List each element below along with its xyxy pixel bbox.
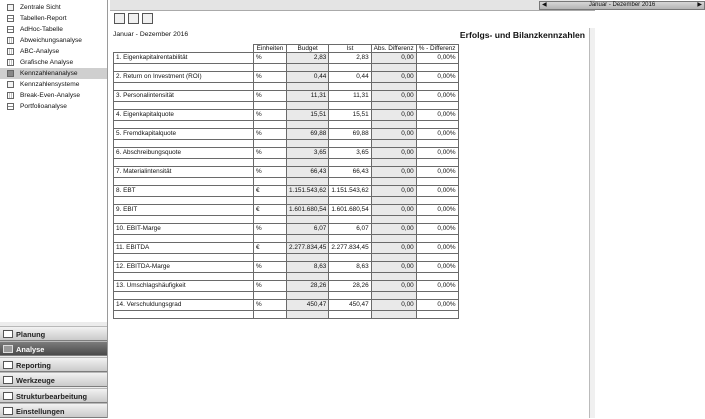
cell-unit[interactable]: € [254, 186, 287, 197]
spacer-cell [329, 254, 371, 262]
cell-ist[interactable]: 28,26 [329, 281, 371, 292]
table-spacer-row [114, 102, 459, 110]
cell-budget[interactable]: 2,83 [287, 53, 329, 64]
cell-unit[interactable]: % [254, 53, 287, 64]
cell-unit[interactable]: % [254, 262, 287, 273]
tree-item-abc-analyse[interactable]: ABC-Analyse [0, 46, 107, 57]
cell-budget[interactable]: 6,07 [287, 224, 329, 235]
spacer-cell [329, 64, 371, 72]
report-toolbar [110, 12, 595, 26]
edit-icon[interactable] [128, 13, 139, 24]
cell-pct[interactable]: 0,00% [416, 91, 458, 102]
table-row [114, 243, 459, 254]
cell-ist[interactable]: 2,83 [329, 53, 371, 64]
spacer-cell [254, 197, 287, 205]
table-row [114, 224, 459, 235]
spacer-cell [287, 216, 329, 224]
table-header-row [114, 45, 459, 53]
home-icon [7, 4, 14, 11]
spacer-cell [416, 235, 458, 243]
cell-pct[interactable]: 0,00% [416, 148, 458, 159]
cell-unit[interactable]: % [254, 300, 287, 311]
table-row [114, 72, 459, 83]
spacer-cell [329, 102, 371, 110]
cell-budget[interactable]: 69,88 [287, 129, 329, 140]
report-period-label: Januar - Dezember 2016 [113, 31, 189, 38]
spacer-cell [329, 235, 371, 243]
cell-budget[interactable]: 28,26 [287, 281, 329, 292]
kennzahl-name-cell[interactable]: 14. Verschuldungsgrad [114, 300, 254, 311]
chart-icon [7, 48, 14, 55]
spacer-cell [371, 197, 416, 205]
table-row [114, 148, 459, 159]
cell-abs[interactable]: 0,00 [371, 186, 416, 197]
spacer-cell [329, 216, 371, 224]
table-spacer-row [114, 83, 459, 91]
cell-budget[interactable]: 1.151.543,62 [287, 186, 329, 197]
spacer-cell [254, 159, 287, 167]
cell-budget[interactable]: 450,47 [287, 300, 329, 311]
spacer-cell [371, 83, 416, 91]
kennzahlen-table [113, 44, 459, 319]
spacer-cell [287, 235, 329, 243]
spacer-cell [416, 178, 458, 186]
spacer-cell [371, 235, 416, 243]
table-spacer-row [114, 159, 459, 167]
spacer-cell [114, 235, 254, 243]
column-header-ist[interactable]: Ist [329, 45, 371, 53]
table-spacer-row [114, 235, 459, 243]
table-row [114, 91, 459, 102]
table-spacer-row [114, 254, 459, 262]
chevron-right-icon[interactable]: ▶ [697, 2, 702, 8]
spacer-cell [287, 273, 329, 281]
cell-unit[interactable]: % [254, 72, 287, 83]
cell-pct[interactable]: 0,00% [416, 224, 458, 235]
table-spacer-row [114, 140, 459, 148]
cell-pct[interactable]: 0,00% [416, 262, 458, 273]
chart-icon [7, 92, 14, 99]
cell-abs[interactable]: 0,00 [371, 110, 416, 121]
kennzahl-name-cell[interactable]: 11. EBITDA [114, 243, 254, 254]
spacer-cell [287, 64, 329, 72]
cell-pct[interactable]: 0,00% [416, 72, 458, 83]
kennzahl-name-cell[interactable]: 8. EBT [114, 186, 254, 197]
cell-abs[interactable]: 0,00 [371, 91, 416, 102]
column-header-budget[interactable]: Budget [287, 45, 329, 53]
cell-budget[interactable]: 3,65 [287, 148, 329, 159]
cell-unit[interactable]: % [254, 148, 287, 159]
spacer-cell [416, 311, 458, 319]
planning-icon [3, 330, 13, 338]
cell-abs[interactable]: 0,00 [371, 262, 416, 273]
spacer-cell [329, 121, 371, 129]
cell-ist[interactable]: 15,51 [329, 110, 371, 121]
cell-budget[interactable]: 11,31 [287, 91, 329, 102]
cell-pct[interactable]: 0,00% [416, 110, 458, 121]
cell-abs[interactable]: 0,00 [371, 148, 416, 159]
spacer-cell [254, 140, 287, 148]
spacer-cell [329, 140, 371, 148]
kennzahl-name-cell[interactable]: 4. Eigenkapitalquote [114, 110, 254, 121]
table-row [114, 129, 459, 140]
cell-pct[interactable]: 0,00% [416, 167, 458, 178]
table-row [114, 186, 459, 197]
cell-abs[interactable]: 0,00 [371, 243, 416, 254]
tree-item-adhoc-tabelle[interactable]: AdHoc-Tabelle [0, 24, 107, 35]
column-header-einheiten[interactable]: Einheiten [254, 45, 287, 53]
spacer-cell [416, 197, 458, 205]
kennzahl-name-cell[interactable]: 3. Personalintensität [114, 91, 254, 102]
cell-abs[interactable]: 0,00 [371, 205, 416, 216]
spacer-cell [371, 273, 416, 281]
cell-abs[interactable]: 0,00 [371, 53, 416, 64]
kennzahl-name-cell[interactable]: 13. Umschlagshäufigkeit [114, 281, 254, 292]
spacer-cell [287, 121, 329, 129]
table-row [114, 300, 459, 311]
cell-pct[interactable]: 0,00% [416, 186, 458, 197]
analysis-icon [3, 345, 13, 353]
cell-unit[interactable]: % [254, 129, 287, 140]
table-row [114, 53, 459, 64]
chart-icon [7, 70, 14, 77]
spacer-cell [254, 311, 287, 319]
cell-unit[interactable]: € [254, 205, 287, 216]
cell-abs[interactable]: 0,00 [371, 167, 416, 178]
nav-button-werkzeuge[interactable]: Werkzeuge [0, 372, 107, 387]
column-header-pct-differenz[interactable]: % - Differenz [416, 45, 458, 53]
spacer-cell [287, 178, 329, 186]
spacer-cell [371, 64, 416, 72]
spacer-cell [416, 140, 458, 148]
cell-budget[interactable]: 2.277.834,45 [287, 243, 329, 254]
cell-ist[interactable]: 66,43 [329, 167, 371, 178]
tree-item-abweichungsanalyse[interactable]: Abweichungsanalyse [0, 35, 107, 46]
spacer-cell [371, 311, 416, 319]
spacer-cell [114, 197, 254, 205]
table-spacer-row [114, 197, 459, 205]
grid-icon [7, 103, 14, 110]
nav-button-einstellungen[interactable]: Einstellungen [0, 403, 107, 418]
spacer-cell [371, 254, 416, 262]
tree-item-portfolioanalyse[interactable]: Portfolioanalyse [0, 101, 107, 112]
tree-item-kennzahlenanalyse[interactable]: Kennzahlenanalyse [0, 68, 107, 79]
spacer-cell [254, 83, 287, 91]
table-row [114, 167, 459, 178]
cell-abs[interactable]: 0,00 [371, 224, 416, 235]
table-icon [7, 26, 14, 33]
chart-icon [7, 59, 14, 66]
spacer-cell [416, 102, 458, 110]
tree-item-zentrale-sicht[interactable]: Zentrale Sicht [0, 2, 107, 13]
tree-item-break-even-analyse[interactable]: Break-Even-Analyse [0, 90, 107, 101]
spacer-cell [329, 311, 371, 319]
table-header-blank [114, 45, 254, 53]
kennzahl-name-cell[interactable]: 12. EBITDA-Marge [114, 262, 254, 273]
structure-icon [3, 392, 13, 400]
cell-unit[interactable]: % [254, 91, 287, 102]
spacer-cell [329, 83, 371, 91]
vertical-scrollbar[interactable] [589, 28, 595, 418]
tree-item-kennzahlensysteme[interactable]: Kennzahlensysteme [0, 79, 107, 90]
spacer-cell [114, 254, 254, 262]
spacer-cell [254, 254, 287, 262]
spacer-cell [254, 216, 287, 224]
tree-item-grafische-analyse[interactable]: Grafische Analyse [0, 57, 107, 68]
cell-ist[interactable]: 2.277.834,45 [329, 243, 371, 254]
spacer-cell [416, 254, 458, 262]
cell-unit[interactable]: % [254, 167, 287, 178]
table-spacer-row [114, 292, 459, 300]
save-icon[interactable] [142, 13, 153, 24]
spacer-cell [254, 235, 287, 243]
period-selector[interactable] [539, 1, 705, 10]
spacer-cell [329, 178, 371, 186]
table-icon [7, 15, 14, 22]
spacer-cell [329, 159, 371, 167]
table-row [114, 205, 459, 216]
spacer-cell [254, 102, 287, 110]
table-body [114, 53, 459, 319]
kennzahl-name-cell[interactable]: 5. Fremdkapitalquote [114, 129, 254, 140]
cell-abs[interactable]: 0,00 [371, 129, 416, 140]
spacer-cell [371, 140, 416, 148]
spacer-cell [114, 140, 254, 148]
kennzahl-name-cell[interactable]: 9. EBIT [114, 205, 254, 216]
cell-unit[interactable]: % [254, 110, 287, 121]
nav-button-planung[interactable]: Planung [0, 326, 107, 341]
spacer-cell [416, 64, 458, 72]
cell-ist[interactable]: 450,47 [329, 300, 371, 311]
period-timeline-bar [110, 0, 702, 11]
spacer-cell [114, 311, 254, 319]
spacer-cell [416, 273, 458, 281]
spacer-cell [371, 216, 416, 224]
chart-icon [7, 37, 14, 44]
kennzahl-name-cell[interactable]: 10. EBIT-Marge [114, 224, 254, 235]
spacer-cell [416, 292, 458, 300]
spacer-cell [254, 64, 287, 72]
cell-abs[interactable]: 0,00 [371, 72, 416, 83]
cell-pct[interactable]: 0,00% [416, 243, 458, 254]
spacer-cell [287, 159, 329, 167]
spacer-cell [416, 121, 458, 129]
hierarchy-icon [7, 81, 14, 88]
cell-pct[interactable]: 0,00% [416, 129, 458, 140]
cell-abs[interactable]: 0,00 [371, 281, 416, 292]
spacer-cell [416, 216, 458, 224]
cell-pct[interactable]: 0,00% [416, 300, 458, 311]
spacer-cell [329, 273, 371, 281]
navigation-tree [0, 0, 107, 322]
calculator-icon[interactable] [114, 13, 125, 24]
report-title: Erfolgs- und Bilanzkennzahlen [459, 30, 585, 40]
cell-ist[interactable]: 1.601.680,54 [329, 205, 371, 216]
table-spacer-row [114, 216, 459, 224]
spacer-cell [114, 83, 254, 91]
spacer-cell [329, 197, 371, 205]
table-row [114, 262, 459, 273]
spacer-cell [254, 273, 287, 281]
spacer-cell [371, 159, 416, 167]
cell-pct[interactable]: 0,00% [416, 205, 458, 216]
column-header-abs-differenz[interactable]: Abs. Differenz [371, 45, 416, 53]
spacer-cell [287, 292, 329, 300]
spacer-cell [114, 121, 254, 129]
report-icon [3, 361, 13, 369]
spacer-cell [287, 254, 329, 262]
nav-button-strukturbearbeitung[interactable]: Strukturbearbeitung [0, 388, 107, 403]
table-row [114, 110, 459, 121]
kennzahl-name-cell[interactable]: 6. Abschreibungsquote [114, 148, 254, 159]
cell-pct[interactable]: 0,00% [416, 281, 458, 292]
spacer-cell [114, 159, 254, 167]
cell-ist[interactable]: 11,31 [329, 91, 371, 102]
table-row [114, 281, 459, 292]
tree-item-tabellen-report[interactable]: Tabellen-Report [0, 13, 107, 24]
spacer-cell [114, 216, 254, 224]
cell-ist[interactable]: 8,63 [329, 262, 371, 273]
spacer-cell [114, 102, 254, 110]
spacer-cell [287, 311, 329, 319]
spacer-cell [371, 178, 416, 186]
spacer-cell [416, 159, 458, 167]
table-spacer-row [114, 178, 459, 186]
cell-ist[interactable]: 3,65 [329, 148, 371, 159]
spacer-cell [254, 121, 287, 129]
cell-budget[interactable]: 66,43 [287, 167, 329, 178]
spacer-cell [254, 178, 287, 186]
kennzahl-name-cell[interactable]: 2. Return on Investment (ROI) [114, 72, 254, 83]
cell-abs[interactable]: 0,00 [371, 300, 416, 311]
spacer-cell [287, 140, 329, 148]
spacer-cell [371, 292, 416, 300]
spacer-cell [287, 83, 329, 91]
cell-unit[interactable]: % [254, 224, 287, 235]
cell-budget[interactable]: 1.601.680,54 [287, 205, 329, 216]
cell-ist[interactable]: 1.151.543,62 [329, 186, 371, 197]
spacer-cell [287, 102, 329, 110]
spacer-cell [114, 292, 254, 300]
cell-ist[interactable]: 6,07 [329, 224, 371, 235]
cell-ist[interactable]: 69,88 [329, 129, 371, 140]
table-spacer-row [114, 121, 459, 129]
spacer-cell [416, 83, 458, 91]
cell-unit[interactable]: € [254, 243, 287, 254]
spacer-cell [329, 292, 371, 300]
cell-unit[interactable]: % [254, 281, 287, 292]
cell-ist[interactable]: 0,44 [329, 72, 371, 83]
period-label: Januar - Dezember 2016 [588, 2, 656, 8]
cell-budget[interactable]: 15,51 [287, 110, 329, 121]
nav-button-analyse[interactable]: Analyse [0, 341, 107, 356]
left-panel [0, 0, 108, 418]
cell-pct[interactable]: 0,00% [416, 53, 458, 64]
table-spacer-row [114, 311, 459, 319]
chevron-left-icon[interactable]: ◀ [542, 2, 547, 8]
table-spacer-row [114, 64, 459, 72]
kennzahl-name-cell[interactable]: 7. Materialintensität [114, 167, 254, 178]
spacer-cell [254, 292, 287, 300]
spacer-cell [114, 273, 254, 281]
settings-icon [3, 407, 13, 415]
tools-icon [3, 376, 13, 384]
nav-button-reporting[interactable]: Reporting [0, 357, 107, 372]
spacer-cell [287, 197, 329, 205]
cell-budget[interactable]: 8,63 [287, 262, 329, 273]
spacer-cell [371, 121, 416, 129]
spacer-cell [114, 64, 254, 72]
table-spacer-row [114, 273, 459, 281]
kennzahl-name-cell[interactable]: 1. Eigenkapitalrentabilität [114, 53, 254, 64]
cell-budget[interactable]: 0,44 [287, 72, 329, 83]
spacer-cell [371, 102, 416, 110]
spacer-cell [114, 178, 254, 186]
